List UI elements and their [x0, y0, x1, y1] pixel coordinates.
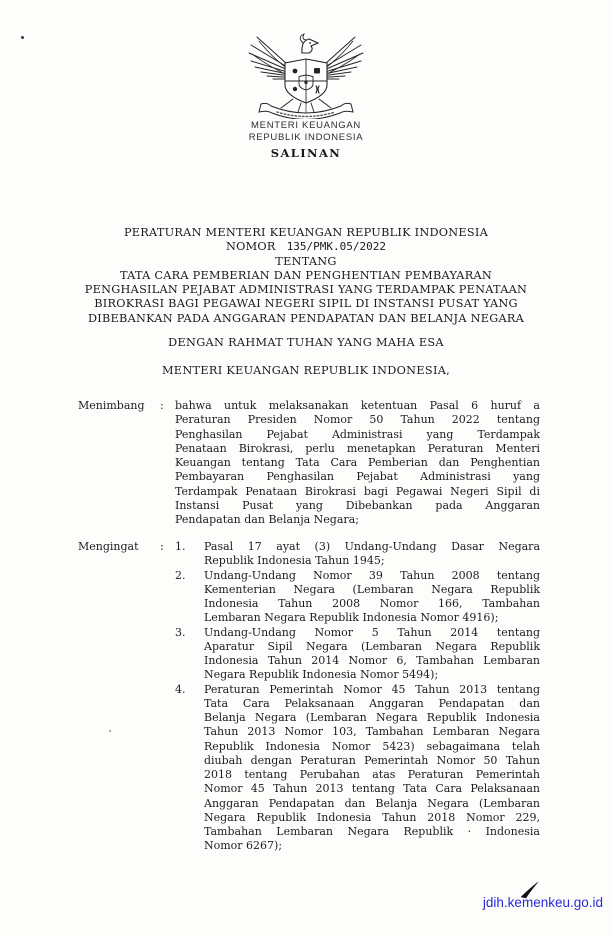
item-text	[204, 683, 540, 854]
scan-speck	[21, 36, 24, 39]
text-line: Peraturan Presiden Nomor 50 Tahun 2022 tentang	[175, 413, 540, 427]
text-line: Penataan Birokrasi, perlu menetapkan Peraturan Menteri	[175, 441, 540, 455]
nomor-value: 135/PMK.05/2022	[286, 240, 387, 254]
text-line: Lembaran Negara Republik Indonesia Nomor 4916);	[204, 611, 499, 625]
legal-basis-item	[175, 540, 540, 569]
item-text	[204, 569, 540, 626]
mengingat-colon: :	[160, 540, 164, 553]
invocation-line: DENGAN RAHMAT TUHAN YANG MAHA ESA	[168, 336, 444, 349]
text-line: Belanja Negara (Lembaran Negara Republik Indonesia	[204, 711, 540, 724]
text-line: Penghasilan Pejabat Administrasi yang Terdampak	[175, 427, 540, 441]
mouse-cursor	[518, 881, 540, 901]
text-line: Nomor 45 Tahun 2013 tentang Tata Cara Pelaksanaan	[204, 782, 540, 796]
subject-line: PENGHASILAN PEJABAT ADMINISTRASI YANG TERDAMPAK PENATAAN	[84, 283, 528, 297]
copy-stamp-label: SALINAN	[270, 146, 342, 160]
nomor-label: NOMOR	[225, 240, 276, 254]
text-line: Terdampak Penataan Birokrasi bagi Pegawai Negeri Sipil di	[175, 484, 540, 498]
subject-line: DIBEBANKAN PADA ANGGARAN PENDAPATAN DAN BELANJA NEGARA	[87, 311, 525, 325]
tentang-label: TENTANG	[275, 254, 337, 268]
text-line: diubah dengan Peraturan Pemerintah Nomor 50 Tahun	[204, 753, 540, 767]
mengingat-section	[78, 540, 540, 854]
menimbang-lines	[175, 399, 540, 527]
item-number: 4.	[175, 682, 186, 696]
text-line: Indonesia Tahun 2014 Nomor 6, Tambahan Lembaran	[204, 654, 540, 667]
text-line: Anggaran Pendapatan dan Belanja Negara (Lembaran	[204, 796, 540, 810]
subject-line: TATA CARA PEMBERIAN DAN PENGHENTIAN PEMBAYARAN	[119, 268, 492, 282]
legal-basis-item	[175, 626, 540, 683]
item-number: 3.	[175, 625, 186, 639]
text-line: Nomor 6267);	[204, 839, 283, 853]
text-line: Instansi Pusat yang Dibebankan pada Anggaran	[175, 498, 540, 512]
garuda-pancasila-emblem	[247, 33, 365, 119]
ministry-line1: MENTERI KEUANGAN	[251, 120, 361, 131]
text-line: Tambahan Lembaran Negara Republik · Indonesia	[204, 825, 540, 838]
regulation-title-line1: PERATURAN MENTERI KEUANGAN REPUBLIK INDONESIA	[123, 226, 489, 239]
text-line: Republik Indonesia Nomor 5423) sebagaimana telah	[204, 739, 540, 753]
item-number: 1.	[175, 540, 186, 553]
text-line: Aparatur Sipil Negara (Lembaran Negara Republik	[204, 639, 540, 653]
authority-line: MENTERI KEUANGAN REPUBLIK INDONESIA,	[161, 364, 451, 377]
mengingat-list	[175, 540, 540, 854]
legal-basis-item	[175, 569, 540, 626]
item-text	[204, 540, 540, 569]
menimbang-label: Menimbang	[78, 399, 145, 412]
menimbang-section	[78, 399, 540, 527]
text-line: Tahun 2013 Nomor 103, Tambahan Lembaran Negara	[204, 725, 540, 739]
subject-line: BIROKRASI BAGI PEGAWAI NEGERI SIPIL DI INSTANSI PUSAT YANG	[94, 297, 518, 311]
text-line: Kementerian Negara (Lembaran Negara Republik	[204, 582, 540, 596]
text-line: Negara Republik Indonesia Tahun 2018 Nomor 229,	[204, 810, 540, 824]
regulation-number-line	[0, 240, 612, 254]
mengingat-label: Mengingat	[78, 540, 139, 553]
menimbang-colon: :	[160, 399, 164, 412]
text-line: Republik Indonesia Tahun 1945;	[204, 554, 385, 568]
text-line: Pasal 17 ayat (3) Undang-Undang Dasar Negara	[204, 540, 540, 553]
item-text	[204, 626, 540, 683]
ministry-line2: REPUBLIK INDONESIA	[248, 132, 364, 143]
text-line: 2018 tentang Perubahan atas Peraturan Pemerintah	[204, 768, 540, 781]
text-line: Pembayaran Penghasilan Pejabat Administrasi yang	[175, 470, 540, 484]
text-line: Tata Cara Pelaksanaan Anggaran Pendapatan dan	[204, 696, 540, 710]
text-line: Peraturan Pemerintah Nomor 45 Tahun 2013 tentang	[204, 682, 540, 696]
legal-basis-item	[175, 683, 540, 854]
item-number: 2.	[175, 568, 186, 582]
text-line: Indonesia Tahun 2008 Nomor 166, Tambahan	[204, 597, 540, 610]
jdih-site-link[interactable]: jdih.kemenkeu.go.id	[482, 895, 603, 910]
text-line: Negara Republik Indonesia Nomor 5494);	[204, 668, 439, 682]
regulation-title	[0, 226, 612, 326]
ministry-name	[0, 120, 612, 144]
text-line: Undang-Undang Nomor 5 Tahun 2014 tentang	[204, 625, 540, 639]
text-line: Undang-Undang Nomor 39 Tahun 2008 tentang	[204, 568, 540, 582]
text-line: bahwa untuk melaksanakan ketentuan Pasal 6 huruf a	[175, 399, 540, 412]
text-line: Pendapatan dan Belanja Negara;	[175, 513, 359, 526]
text-line: Keuangan tentang Tata Cara Pemberian dan Penghentian	[175, 456, 540, 469]
